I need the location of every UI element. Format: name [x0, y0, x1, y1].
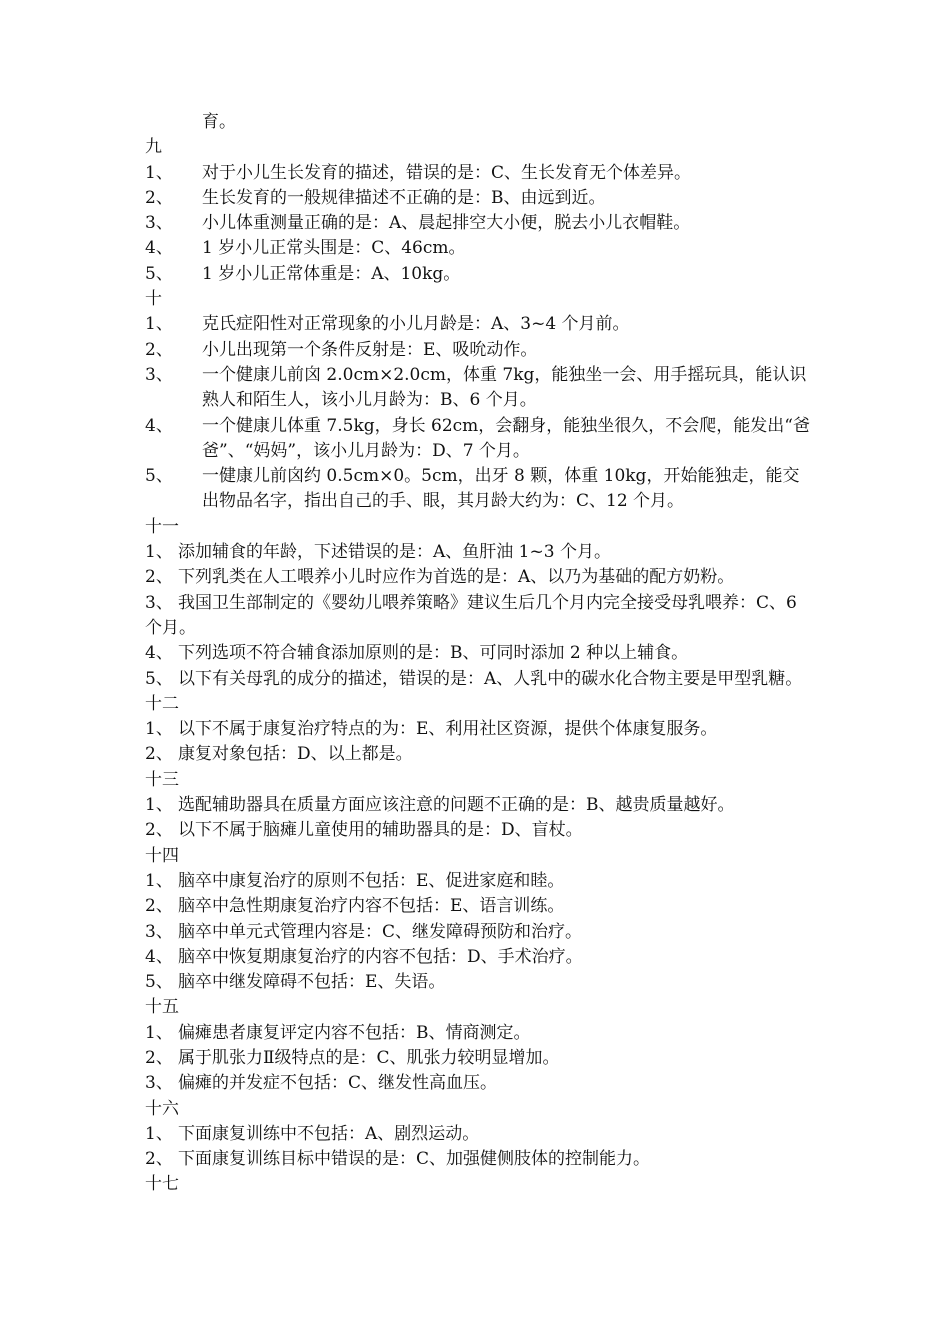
item-text: 偏瘫患者康复评定内容不包括：B、情商测定。: [178, 1022, 531, 1043]
section-heading: 十五: [145, 997, 179, 1018]
item-text: 我国卫生部制定的《婴幼儿喂养策略》建议生后几个月内完全接受母乳喂养：C、6 个月。: [145, 592, 797, 638]
item-number: 3、: [145, 921, 173, 942]
item-number: 1、: [145, 162, 173, 183]
item-number: 1、: [145, 1022, 173, 1043]
item-text: 属于肌张力Ⅱ级特点的是：C、肌张力较明显增加。: [178, 1047, 560, 1068]
item-number: 4、: [145, 643, 173, 664]
question-item: [145, 464, 810, 515]
question-item: [145, 1021, 810, 1046]
question-item: [145, 414, 810, 465]
question-item: [145, 1147, 810, 1172]
section-heading: 十一: [145, 516, 179, 537]
item-number: 1、: [145, 870, 173, 891]
section-17: [145, 1172, 810, 1197]
item-text: 小儿体重测量正确的是：A、晨起排空大小便，脱去小儿衣帽鞋。: [202, 213, 691, 234]
question-item: [145, 591, 810, 642]
item-text: 脑卒中恢复期康复治疗的内容不包括：D、手术治疗。: [178, 946, 583, 967]
item-text: 小儿出现第一个条件反射是：E、吸吮动作。: [202, 339, 538, 360]
item-number: 1、: [145, 1123, 173, 1144]
item-text: 脑卒中单元式管理内容是：C、继发障碍预防和治疗。: [178, 921, 583, 942]
document-body: [145, 110, 810, 1198]
item-number: 2、: [145, 820, 173, 841]
item-text: 一个健康儿前囟 2.0cm×2.0cm，体重 7kg，能独坐一会、用手摇玩具，能认识熟人和陌生人，该小儿月龄为：B、6 个月。: [202, 364, 807, 411]
item-text: 偏瘫的并发症不包括：C、继发性高血压。: [178, 1073, 498, 1094]
continuation-text: 育。: [202, 112, 236, 132]
section-9: [145, 135, 810, 287]
item-number: 3、: [145, 213, 173, 234]
item-number: 1、: [145, 795, 173, 816]
item-text: 生长发育的一般规律描述不正确的是：B、由远到近。: [202, 187, 606, 208]
item-text: 以下不属于康复治疗特点的为：E、利用社区资源，提供个体康复服务。: [178, 719, 718, 740]
question-item: [145, 869, 810, 894]
question-item: [145, 262, 810, 287]
item-number: 4、: [145, 946, 173, 967]
item-number: 2、: [145, 1047, 173, 1068]
item-number: 3、: [145, 1073, 173, 1094]
item-number: 5、: [145, 263, 173, 284]
question-item: [145, 818, 810, 843]
item-text: 以下不属于脑瘫儿童使用的辅助器具的是：D、盲杖。: [178, 820, 583, 841]
item-number: 3、: [145, 592, 173, 613]
item-number: 2、: [145, 567, 173, 588]
question-item: [145, 1122, 810, 1147]
item-text: 下列选项不符合辅食添加原则的是：B、可同时添加 2 种以上辅食。: [178, 643, 689, 664]
section-12: [145, 692, 810, 768]
item-text: 以下有关母乳的成分的描述，错误的是：A、人乳中的碳水化合物主要是甲型乳糖。: [178, 668, 803, 689]
section-heading: 十七: [145, 1174, 179, 1195]
item-number: 2、: [145, 1149, 173, 1170]
section-14: [145, 844, 810, 996]
section-13: [145, 768, 810, 844]
question-item: [145, 641, 810, 666]
item-number: 4、: [145, 415, 173, 436]
question-item: [145, 667, 810, 692]
item-text: 对于小儿生长发育的描述，错误的是：C、生长发育无个体差异。: [202, 162, 692, 183]
item-text: 下面康复训练中不包括：A、剧烈运动。: [178, 1123, 480, 1144]
question-item: [145, 793, 810, 818]
item-number: 1、: [145, 314, 173, 335]
item-text: 脑卒中急性期康复治疗内容不包括：E、语言训练。: [178, 896, 565, 917]
item-number: 2、: [145, 744, 173, 765]
item-text: 一健康儿前囟约 0.5cm×0。5cm，出牙 8 颗，体重 10kg，开始能独走，能交出物品名字，指出自己的手、眼，其月龄大约为：C、12 个月。: [202, 466, 800, 512]
section-16: [145, 1097, 810, 1173]
question-item: [145, 1046, 810, 1071]
section-heading: 十四: [145, 845, 179, 866]
section-10: [145, 287, 810, 515]
section-heading: 十: [145, 289, 162, 310]
section-heading: 十二: [145, 693, 179, 714]
question-item: [145, 338, 810, 363]
item-text: 一个健康儿体重 7.5kg，身长 62cm，会翻身，能独坐很久，不会爬，能发出“爸爸”、“妈妈”，该小儿月龄为：D、7 个月。: [202, 415, 810, 461]
item-number: 2、: [145, 339, 173, 360]
item-number: 5、: [145, 668, 173, 689]
item-text: 添加辅食的年龄，下述错误的是：A、鱼肝油 1~3 个月。: [178, 542, 611, 563]
question-item: [145, 565, 810, 590]
item-text: 下面康复训练目标中错误的是：C、加强健侧肢体的控制能力。: [178, 1149, 651, 1170]
question-item: [145, 945, 810, 970]
question-item: [145, 742, 810, 767]
question-item: [145, 540, 810, 565]
section-heading: 十三: [145, 769, 179, 790]
section-15: [145, 995, 810, 1096]
item-number: 4、: [145, 238, 173, 259]
question-item: [145, 894, 810, 919]
question-item: [145, 363, 810, 414]
item-text: 克氏症阳性对正常现象的小儿月龄是：A、3~4 个月前。: [202, 314, 630, 335]
item-number: 5、: [145, 466, 173, 487]
item-number: 1、: [145, 719, 173, 740]
item-number: 5、: [145, 972, 173, 993]
question-item: [145, 1071, 810, 1096]
item-number: 2、: [145, 896, 173, 917]
section-heading: 十六: [145, 1098, 179, 1119]
question-item: [145, 161, 810, 186]
question-item: [145, 920, 810, 945]
question-item: [145, 211, 810, 236]
item-text: 康复对象包括：D、以上都是。: [178, 744, 413, 765]
item-number: 2、: [145, 187, 173, 208]
item-text: 1 岁小儿正常头围是：C、46cm。: [202, 238, 466, 259]
section-heading: 九: [145, 137, 162, 158]
item-text: 脑卒中康复治疗的原则不包括：E、促进家庭和睦。: [178, 870, 565, 891]
item-number: 3、: [145, 364, 173, 385]
item-text: 选配辅助器具在质量方面应该注意的问题不正确的是：B、越贵质量越好。: [178, 795, 735, 816]
question-item: [145, 186, 810, 211]
question-item: [145, 717, 810, 742]
section-11: [145, 515, 810, 692]
item-number: 1、: [145, 542, 173, 563]
item-text: 脑卒中继发障碍不包括：E、失语。: [178, 972, 446, 993]
question-item: [145, 312, 810, 337]
question-item: [145, 236, 810, 261]
item-text: 下列乳类在人工喂养小儿时应作为首选的是：A、以乃为基础的配方奶粉。: [178, 567, 735, 588]
question-item: [145, 970, 810, 995]
item-text: 1 岁小儿正常体重是：A、10kg。: [202, 263, 461, 284]
